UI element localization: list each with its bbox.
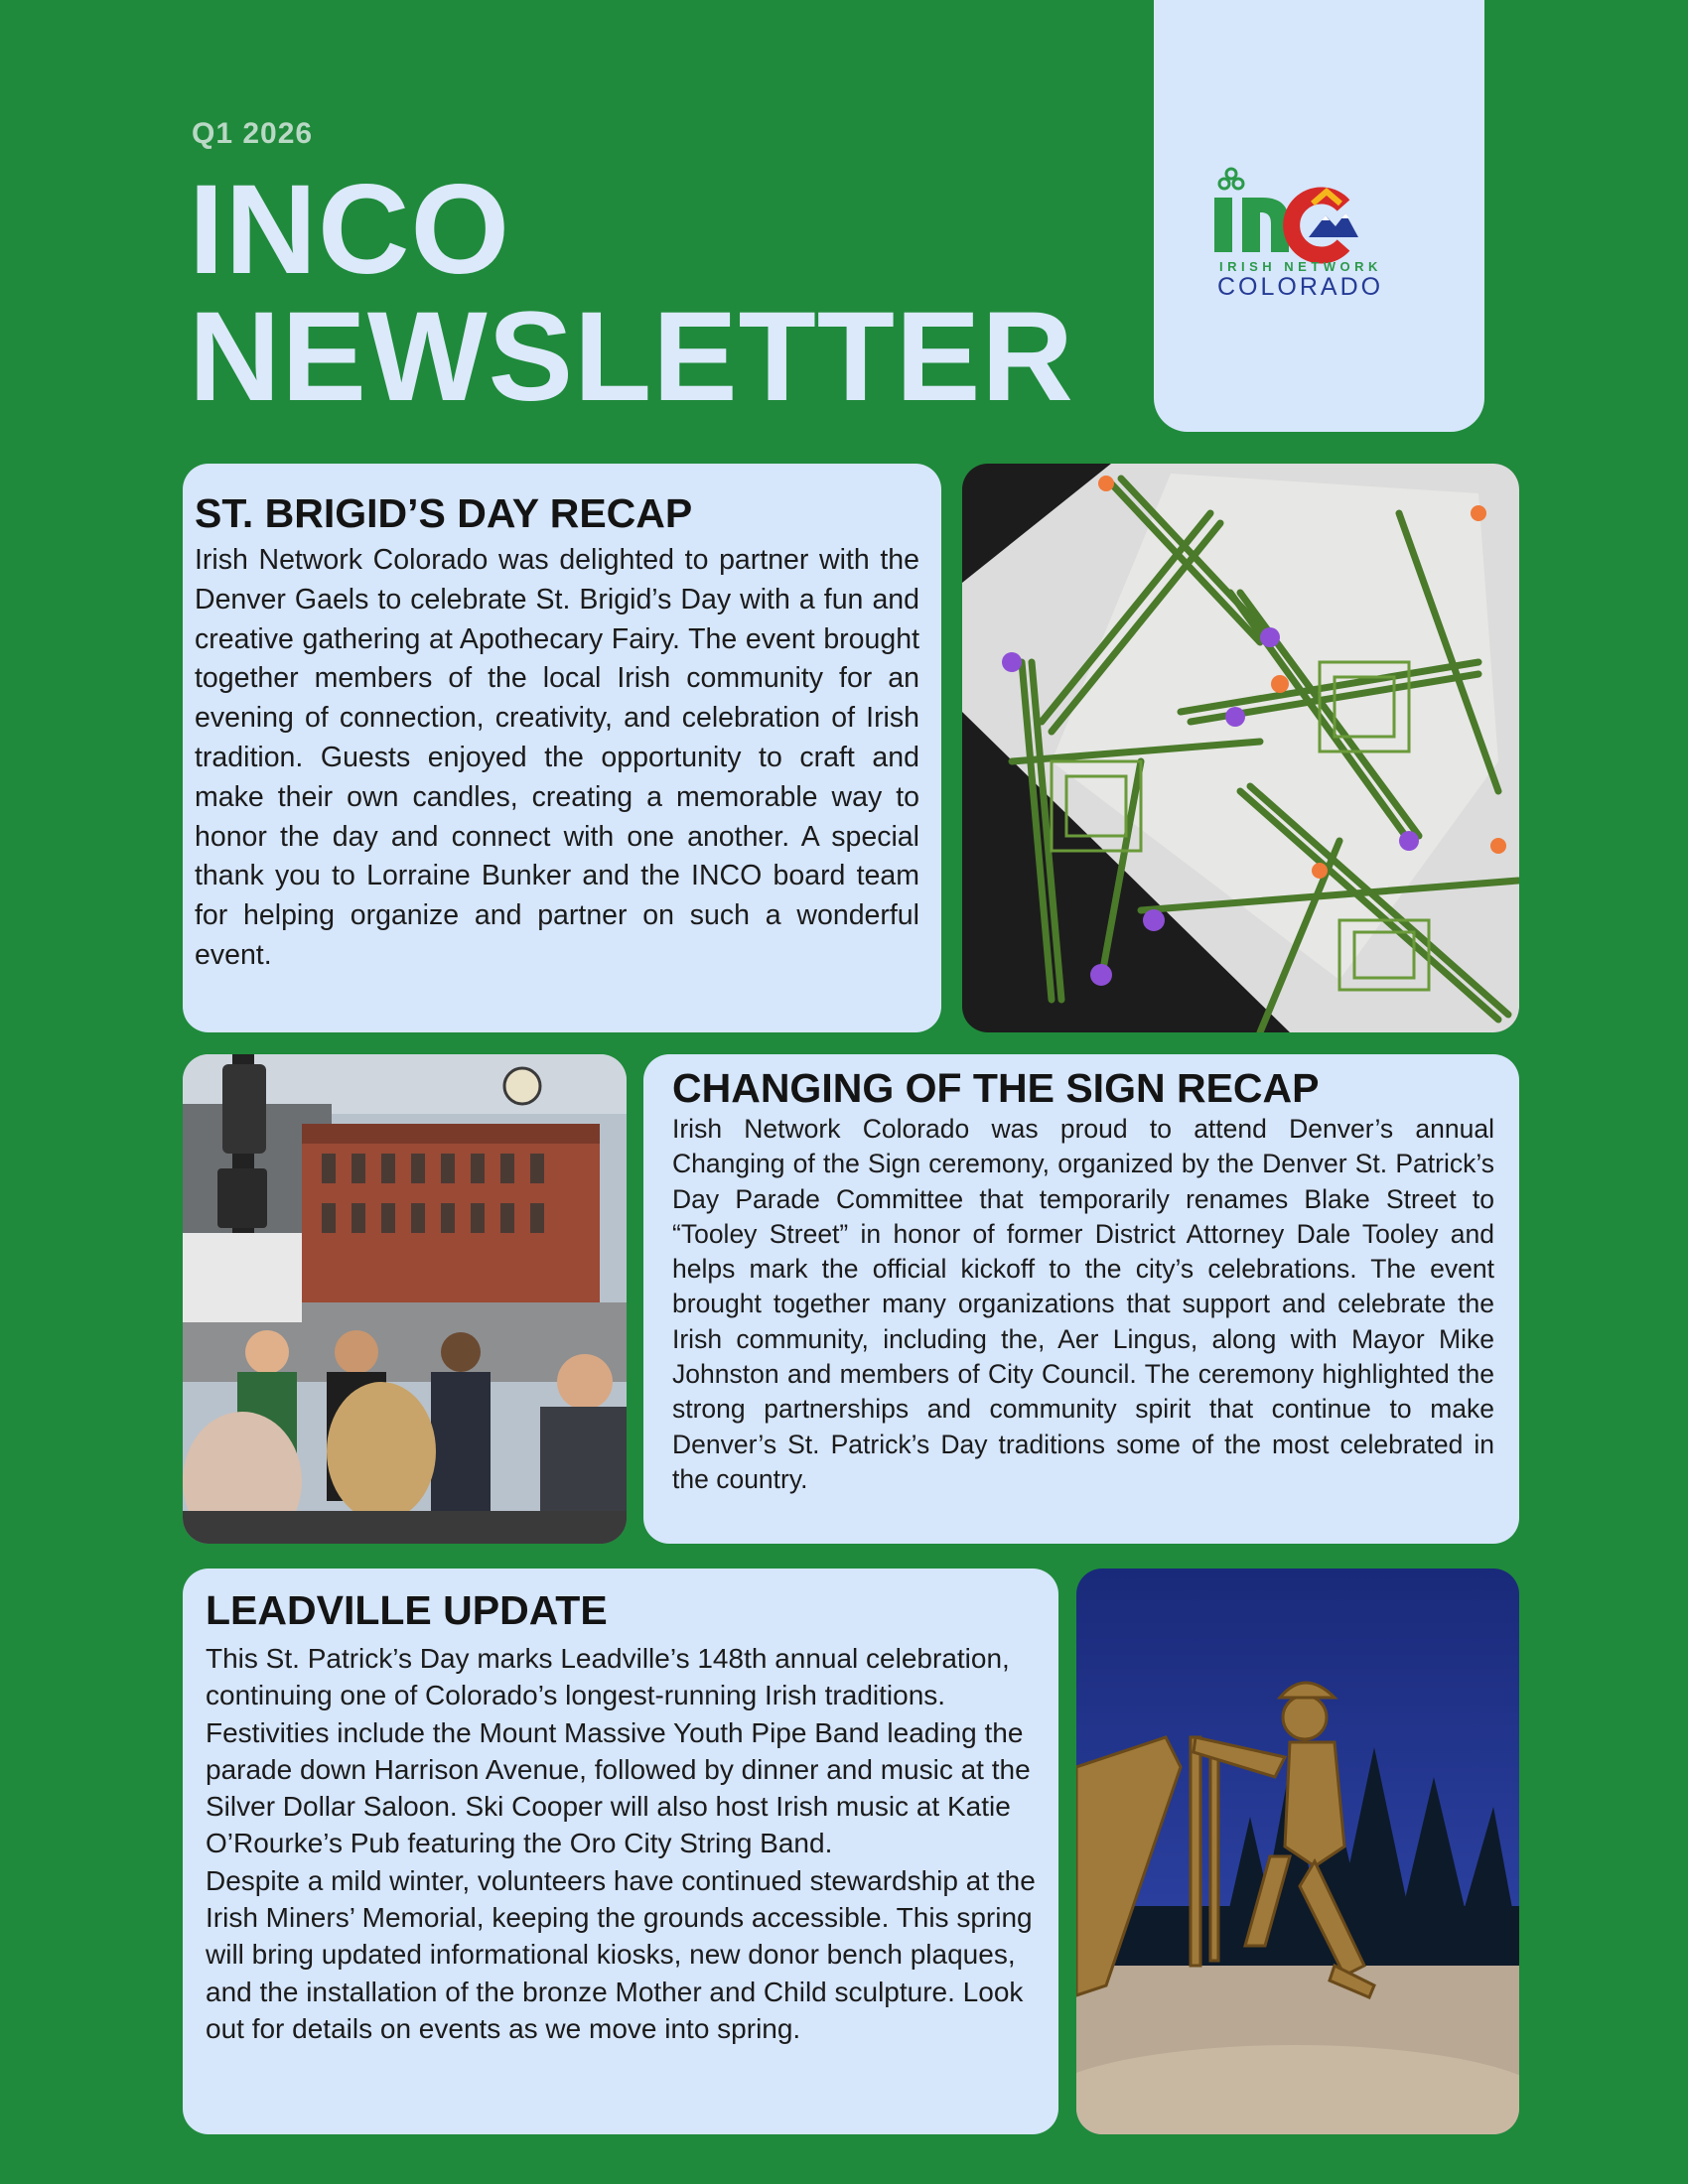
leadville-update-card <box>183 1569 1058 2134</box>
st-brigids-day-card <box>183 464 941 1032</box>
logo-tagline: IRISH NETWORK <box>1219 259 1382 274</box>
triskele-icon <box>1219 169 1243 189</box>
newsletter-title <box>189 159 1074 428</box>
changing-of-sign-photo <box>183 1054 627 1544</box>
section-heading: LEADVILLE UPDATE <box>206 1587 608 1633</box>
irish-miners-memorial-photo <box>1076 1569 1519 2134</box>
logo-subtitle: COLORADO <box>1217 273 1384 301</box>
title-line-2: NEWSLETTER <box>189 286 1074 428</box>
section-body-paragraph-1: This St. Patrick’s Day marks Leadville’s 148th annual celebration, continuing one of Colorado’s longest-running Irish traditions. Festivities include the Mount Massive Youth Pipe Band leading the parade down Harrison Avenue, followed by dinner and music at the Silver Dollar Saloon. Ski Cooper will also host Irish music at Katie O’Rourke’s Pub featuring the Oro City String Band. <box>206 1643 1031 1859</box>
changing-of-sign-card <box>643 1054 1519 1544</box>
mountain-c-icon <box>1292 192 1358 255</box>
section-heading: ST. BRIGID’S DAY RECAP <box>195 490 693 536</box>
section-body: Irish Network Colorado was proud to attend Denver’s annual Changing of the Sign ceremony, organized by the Denver St. Patrick’s Day Parade Committee that temporarily renames Blake Street to “Tooley Street” in honor of former District Attorney Dale Tooley and helps mark the official kickoff to the city’s celebrations. The event brought together many organizations that support and celebrate the Irish community, including the, Aer Lingus, along with Mayor Mike Johnston and members of City Council. The ceremony highlighted the strong partnerships and community spirit that continue to make Denver’s St. Patrick’s Day traditions some of the most celebrated in the country. <box>672 1114 1494 1494</box>
issue-label: Q1 2026 <box>192 117 314 150</box>
section-heading: CHANGING OF THE SIGN RECAP <box>672 1065 1320 1111</box>
title-line-1: INCO <box>189 159 510 301</box>
brigid-cross-photo <box>962 464 1519 1032</box>
section-body: Irish Network Colorado was delighted to partner with the Denver Gaels to celebrate St. Brigid’s Day with a fun and creative gathering at Apothecary Fairy. The event brought together members of the local Irish community for an evening of connection, creativity, and celebration of Irish tradition. Guests enjoyed the opportunity to craft and make their own candles, creating a memorable way to honor the day and connect with one another. A special thank you to Lorraine Bunker and the INCO board team for helping organize and partner on such a wonderful event. <box>195 544 919 971</box>
section-body-paragraph-2: Despite a mild winter, volunteers have continued stewardship at the Irish Miners’ Memorial, keeping the grounds accessible. This spring will bring updated informational kiosks, new donor bench plaques, and the installation of the bronze Mother and Child sculpture. Look out for details on events as we move into spring. <box>206 1864 1036 2044</box>
inco-logo <box>1209 164 1438 303</box>
